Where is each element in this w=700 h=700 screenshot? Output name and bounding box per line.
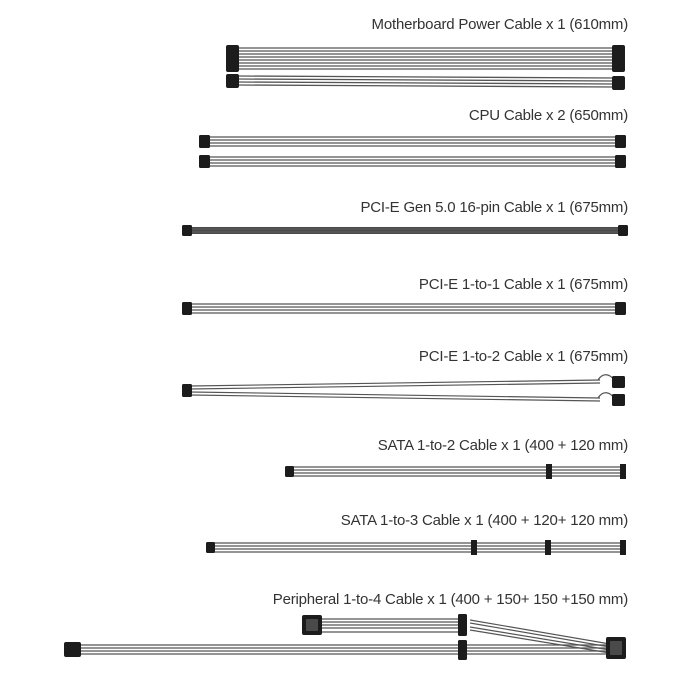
pcie-gen5-cable-image: [182, 225, 628, 236]
connector: [458, 614, 467, 636]
connector: [610, 641, 622, 655]
sata-1to3-cable-label: SATA 1-to-3 Cable x 1 (400 + 120+ 120 mm): [340, 512, 628, 529]
connector: [306, 619, 318, 631]
connector: [458, 640, 467, 660]
pcie-gen5-cable-label: PCI-E Gen 5.0 16-pin Cable x 1 (675mm): [360, 199, 628, 216]
connector: [620, 540, 626, 555]
connector: [226, 74, 239, 88]
pcie-1to2-cable-image: [182, 375, 625, 406]
connector: [64, 642, 81, 657]
motherboard-cable-image: [226, 45, 625, 90]
cpu-cable-image: [199, 135, 626, 168]
connector: [612, 76, 625, 90]
connector: [226, 45, 239, 72]
connector: [615, 135, 626, 148]
pcie-1to2-cable-label: PCI-E 1-to-2 Cable x 1 (675mm): [418, 348, 628, 365]
connector: [285, 466, 294, 477]
peripheral-1to4-cable-image: [64, 614, 626, 660]
sata-1to2-cable-label: SATA 1-to-2 Cable x 1 (400 + 120 mm): [377, 437, 628, 454]
connector: [545, 540, 551, 555]
connector: [471, 540, 477, 555]
connector: [206, 542, 215, 553]
sata-1to2-cable-image: [285, 464, 626, 479]
connector: [199, 135, 210, 148]
peripheral-1to4-cable-label: Peripheral 1-to-4 Cable x 1 (400 + 150+ 150 +150 mm): [272, 591, 628, 608]
connector: [618, 225, 628, 236]
connector: [546, 464, 552, 479]
connector: [615, 302, 626, 315]
connector: [182, 384, 192, 397]
connector: [182, 302, 192, 315]
connector: [182, 225, 192, 236]
pcie-1to1-cable-image: [182, 302, 626, 315]
connector: [612, 394, 625, 406]
connector: [615, 155, 626, 168]
connector: [620, 464, 626, 479]
connector: [199, 155, 210, 168]
sata-1to3-cable-image: [206, 540, 626, 555]
connector: [612, 376, 625, 388]
connector: [612, 45, 625, 72]
pcie-1to1-cable-label: PCI-E 1-to-1 Cable x 1 (675mm): [418, 276, 628, 293]
motherboard-cable-label: Motherboard Power Cable x 1 (610mm): [371, 16, 628, 33]
cpu-cable-label: CPU Cable x 2 (650mm): [468, 107, 628, 124]
